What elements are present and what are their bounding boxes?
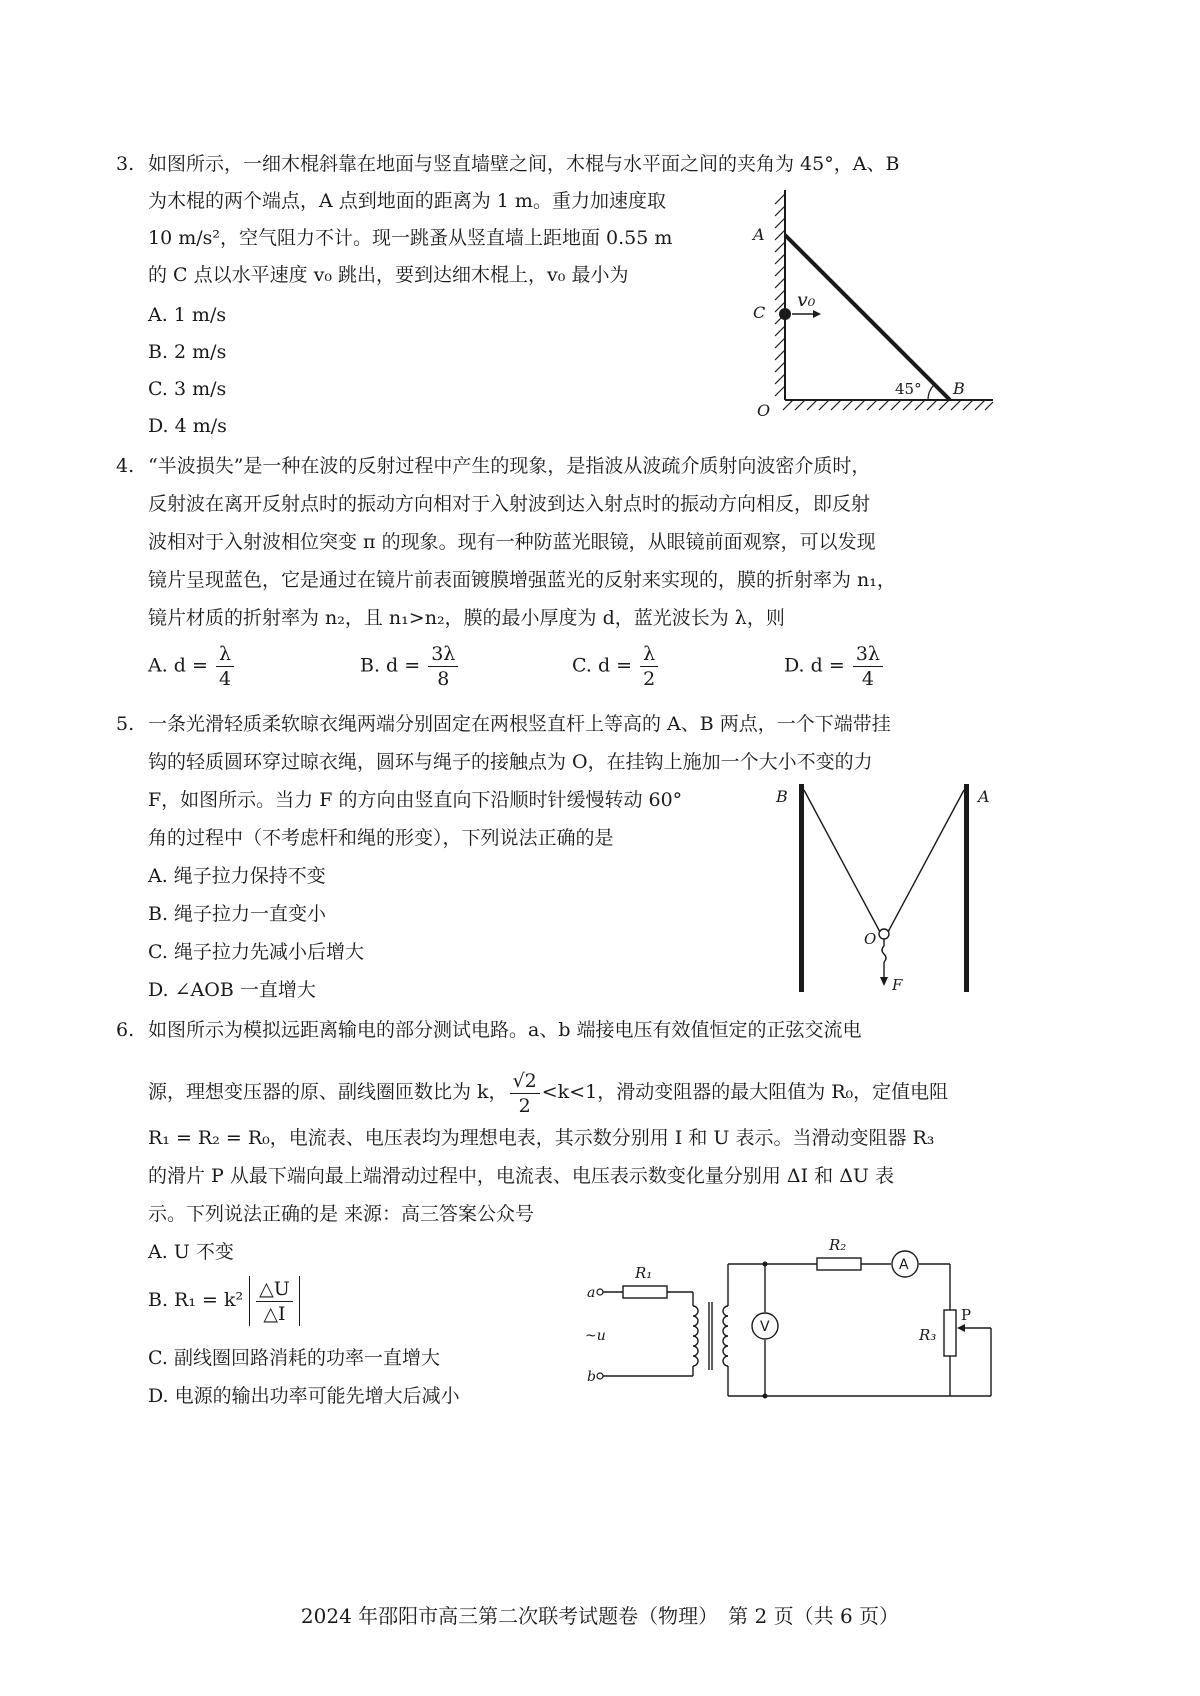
fraction-numerator: λ xyxy=(216,642,234,667)
question-3-number: 3. xyxy=(116,153,135,175)
fraction-denominator: 4 xyxy=(861,668,874,690)
question-5-line-4: 角的过程中（不考虑杆和绳的形变），下列说法正确的是 xyxy=(148,827,614,849)
question-6-option-b-prefix: B. R₁ = k² xyxy=(148,1289,244,1311)
question-6-line-4: 的滑片 P 从最下端向最上端滑动过程中，电流表、电压表示数变化量分别用 ΔI 和 ΔU 表 xyxy=(148,1165,894,1187)
question-6-circuit-figure xyxy=(585,1228,1000,1408)
question-5-option-c: C. 绳子拉力先减小后增大 xyxy=(148,941,364,963)
question-5-figure xyxy=(770,780,1000,995)
question-6-number: 6. xyxy=(116,1019,135,1041)
circuit-label-r1: R₁ xyxy=(635,1264,653,1282)
figure-3-label-c: C xyxy=(753,303,766,322)
question-6-option-b xyxy=(148,1276,300,1326)
question-6-option-d: D. 电源的输出功率可能先增大后减小 xyxy=(148,1385,460,1407)
question-3-option-c: C. 3 m/s xyxy=(148,378,227,400)
circuit-label-u: ~u xyxy=(585,1328,606,1344)
question-4-option-d-prefix: D. d = xyxy=(784,654,845,677)
question-5-number: 5. xyxy=(116,713,135,735)
page-footer: 2024 年邵阳市高三第二次联考试题卷（物理） 第 2 页（共 6 页） xyxy=(300,1604,900,1628)
figure-3-angle: 45° xyxy=(895,380,922,398)
fraction-numerator: √2 xyxy=(510,1069,540,1094)
question-6-line-3: R₁ = R₂ = R₀，电流表、电压表均为理想电表，其示数分别用 I 和 U 表示。当滑动变阻器 R₃ xyxy=(148,1127,935,1149)
question-3-line-2: 为木棍的两个端点，A 点到地面的距离为 1 m。重力加速度取 xyxy=(148,190,666,212)
question-4-option-b xyxy=(360,642,460,691)
question-5-line-3: F，如图所示。当力 F 的方向由竖直向下沿顺时针缓慢转动 60° xyxy=(148,789,683,811)
figure-3-label-a: A xyxy=(753,225,765,244)
question-4-line-1: “半波损失”是一种在波的反射过程中产生的现象，是指波从波疏介质射向波密介质时， xyxy=(148,455,871,477)
question-4-line-5: 镜片材质的折射率为 n₂，且 n₁>n₂，膜的最小厚度为 d，蓝光波长为 λ，则 xyxy=(148,607,785,629)
figure-5-label-f: F xyxy=(892,976,903,994)
question-4-option-a-prefix: A. d = xyxy=(148,654,208,677)
question-5-line-1: 一条光滑轻质柔软晾衣绳两端分别固定在两根竖直杆上等高的 A、B 两点，一个下端带挂 xyxy=(148,713,891,735)
question-3-option-d: D. 4 m/s xyxy=(148,415,227,437)
fraction-denominator: 8 xyxy=(437,668,450,690)
question-6-option-b-fraction xyxy=(256,1277,293,1326)
question-3-line-3: 10 m/s²，空气阻力不计。现一跳蚤从竖直墙上距地面 0.55 m xyxy=(148,227,673,249)
question-3-option-b: B. 2 m/s xyxy=(148,341,227,363)
question-6-line-2 xyxy=(148,1068,948,1118)
circuit-label-b: b xyxy=(587,1369,596,1385)
question-3-figure xyxy=(745,180,1000,425)
question-6-line-1: 如图所示为模拟远距离输电的部分测试电路。a、b 端接电压有效值恒定的正弦交流电 xyxy=(148,1019,862,1041)
question-4-option-b-prefix: B. d = xyxy=(360,654,421,677)
question-3-line-1: 如图所示，一细木棍斜靠在地面与竖直墙壁之间，木棍与水平面之间的夹角为 45°，A、B xyxy=(148,153,900,175)
ammeter-label: A xyxy=(899,1257,909,1273)
fraction-numerator: 3λ xyxy=(853,642,883,667)
fraction-numerator: 3λ xyxy=(428,642,458,667)
figure-5-label-b: B xyxy=(776,787,788,806)
circuit-label-r2: R₂ xyxy=(829,1236,847,1254)
question-4-option-d xyxy=(784,642,885,691)
voltmeter-label: V xyxy=(760,1319,770,1335)
question-4-option-c-prefix: C. d = xyxy=(572,654,633,677)
question-5-line-2: 钩的轻质圆环穿过晾衣绳，圆环与绳子的接触点为 O，在挂钩上施加一个大小不变的力 xyxy=(148,751,873,773)
fraction-denominator: 4 xyxy=(218,668,232,690)
question-3-line-4: 的 C 点以水平速度 v₀ 跳出，要到达细木棍上，v₀ 最小为 xyxy=(148,264,629,286)
figure-5-label-o: O xyxy=(864,930,877,948)
question-4-option-b-fraction xyxy=(428,642,458,691)
fraction-numerator: λ xyxy=(640,642,658,667)
circuit-label-r3: R₃ xyxy=(919,1326,937,1344)
fraction-denominator: △I xyxy=(263,1302,286,1325)
question-6-fraction xyxy=(510,1069,540,1118)
question-4-option-a xyxy=(148,642,236,691)
question-4-line-4: 镜片呈现蓝色，它是通过在镜片前表面镀膜增强蓝光的反射来实现的，膜的折射率为 n₁， xyxy=(148,569,896,591)
question-6-option-a: A. U 不变 xyxy=(148,1241,234,1263)
figure-3-label-b: B xyxy=(953,379,965,398)
fraction-numerator: △U xyxy=(256,1277,293,1302)
question-4-option-a-fraction xyxy=(216,642,234,691)
figure-3-label-o: O xyxy=(757,401,771,420)
fraction-denominator: 2 xyxy=(518,1094,531,1117)
question-6-line-2-pre: 源，理想变压器的原、副线圈匝数比为 k， xyxy=(148,1081,508,1103)
circuit-label-a: a xyxy=(587,1285,596,1301)
question-5-option-d: D. ∠AOB 一直增大 xyxy=(148,979,316,1001)
question-6-line-5: 示。下列说法正确的是 来源：高三答案公众号 xyxy=(148,1203,535,1225)
question-6-option-c: C. 副线圈回路消耗的功率一直增大 xyxy=(148,1347,440,1369)
question-4-number: 4. xyxy=(116,455,135,477)
question-4-option-d-fraction xyxy=(853,642,883,691)
question-5-option-a: A. 绳子拉力保持不变 xyxy=(148,865,326,887)
figure-3-label-v0: v₀ xyxy=(797,289,816,311)
circuit-label-p: P xyxy=(961,1306,972,1324)
absolute-value xyxy=(249,1276,300,1326)
question-4-line-3: 波相对于入射波相位突变 π 的现象。现有一种防蓝光眼镜，从眼镜前面观察，可以发现 xyxy=(148,531,876,553)
figure-5-label-a: A xyxy=(978,787,990,806)
fraction-denominator: 2 xyxy=(643,668,656,690)
question-6-line-2-post: <k<1，滑动变阻器的最大阻值为 R₀，定值电阻 xyxy=(541,1081,949,1103)
question-5-option-b: B. 绳子拉力一直变小 xyxy=(148,903,327,925)
question-4-option-c-fraction xyxy=(640,642,658,691)
question-3-option-a: A. 1 m/s xyxy=(148,304,227,326)
question-4-line-2: 反射波在离开反射点时的振动方向相对于入射波到达入射点时的振动方向相反，即反射 xyxy=(148,493,871,515)
question-4-option-c xyxy=(572,642,660,691)
